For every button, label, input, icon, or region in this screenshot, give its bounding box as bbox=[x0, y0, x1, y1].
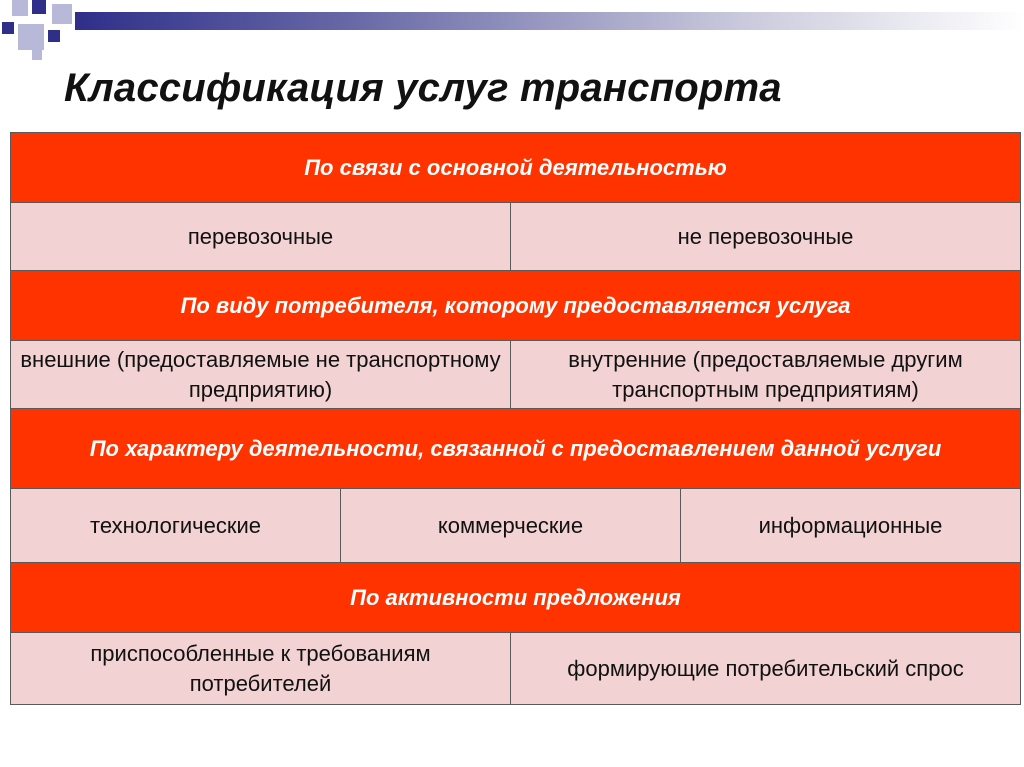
slide-title: Классификация услуг транспорта bbox=[64, 66, 782, 110]
deco-square-6 bbox=[48, 30, 60, 42]
cell-non-transport: не перевозочные bbox=[511, 203, 1021, 271]
section-header-3: По характеру деятельности, связанной с предоставлением данной услуги bbox=[11, 409, 1021, 489]
corner-decoration bbox=[0, 0, 80, 60]
classification-table bbox=[10, 132, 1021, 705]
cell-commercial: коммерческие bbox=[341, 489, 681, 563]
cell-adapted: приспособленные к требованиям потребителей bbox=[11, 633, 511, 705]
cell-internal: внутренние (предоставляемые другим транспортным предприятиям) bbox=[511, 341, 1021, 409]
cell-forming: формирующие потребительский спрос bbox=[511, 633, 1021, 705]
cell-external: внешние (предоставляемые не транспортному предприятию) bbox=[11, 341, 511, 409]
cell-transport: перевозочные bbox=[11, 203, 511, 271]
deco-square-2 bbox=[32, 0, 46, 14]
section-header-2: По виду потребителя, которому предоставляется услуга bbox=[11, 271, 1021, 341]
cell-informational: информационные bbox=[681, 489, 1021, 563]
header-gradient-bar bbox=[75, 12, 1024, 30]
deco-square-7 bbox=[32, 50, 42, 60]
section-header-1: По связи с основной деятельностью bbox=[11, 133, 1021, 203]
deco-square-5 bbox=[18, 24, 44, 50]
cell-technological: технологические bbox=[11, 489, 341, 563]
section-header-4: По активности предложения bbox=[11, 563, 1021, 633]
deco-square-4 bbox=[2, 22, 14, 34]
deco-square-1 bbox=[12, 0, 28, 16]
deco-square-3 bbox=[52, 4, 72, 24]
